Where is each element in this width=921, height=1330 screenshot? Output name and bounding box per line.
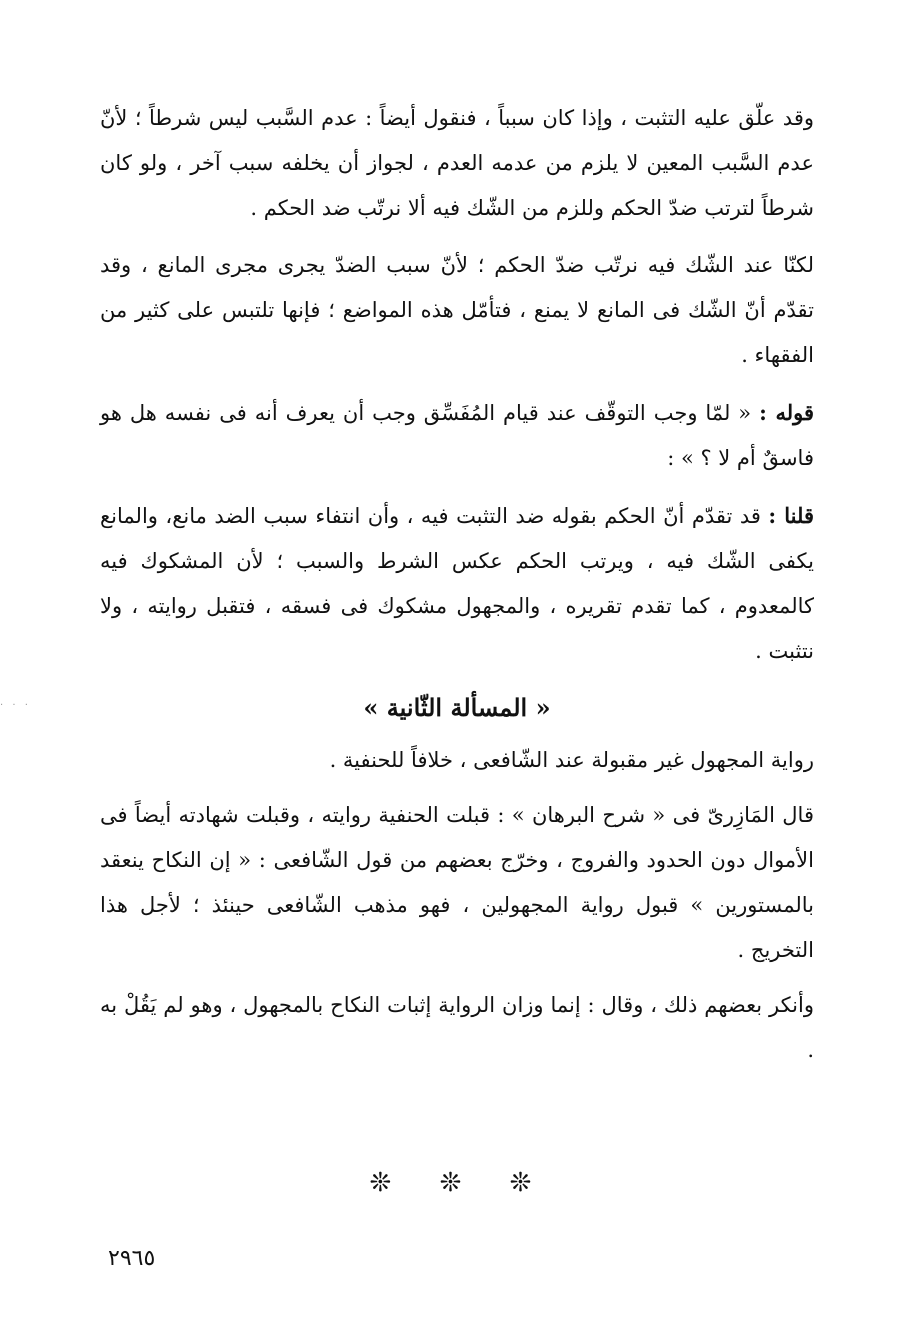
paragraph-6: قال المَازِرىّ فى « شرح البرهان » : قبلت الحنفية روايته ، وقبلت شهادته أيضاً فى الأموال دون الحدود والفروج ، وخرّج بعضهم من قول الشّافعى : « إن النكاح ينعقد بالمستورين » قبول رواية المجهولين ، فهو مذهب الشّافعى حينئذ ؛ لأجل هذا التخريج . <box>100 803 814 962</box>
paragraph-3 <box>100 390 814 481</box>
paragraph-2: لكنّا عند الشّك فيه نرتّب ضدّ الحكم ؛ لأنّ سبب الضدّ يجرى مجرى المانع ، وقد تقدّم أنّ الشّك فى المانع لا يمنع ، فتأمّل هذه المواضع ؛ فإنها تلتبس على كثير من الفقهاء . <box>100 253 814 367</box>
paragraph-4 <box>100 493 814 674</box>
paragraph-5: رواية المجهول غير مقبولة عند الشّافعى ، خلافاً للحنفية . <box>329 748 814 772</box>
margin-dots: · · · <box>0 700 31 711</box>
page-body <box>100 96 814 1073</box>
paragraph-1: وقد علّق عليه التثبت ، وإذا كان سبباً ، فنقول أيضاً : عدم السَّبب ليس شرطاً ؛ لأنّ عدم السَّبب المعين لا يلزم من عدمه العدم ، لجواز أن يخلفه سبب آخر ، ولو كان شرطاً لترتب ضدّ الحكم وللزم من الشّك فيه ألا نرتّب ضد الحكم . <box>100 106 814 220</box>
paragraph-7: وأنكر بعضهم ذلك ، وقال : إنما وزان الرواية إثبات النكاح بالمجهول ، وهو لم يَقُلْ به . <box>100 993 814 1062</box>
section-heading: « المسألة الثّانية » <box>363 693 551 722</box>
paragraph-3-lead: قوله : <box>759 400 815 425</box>
section-separator: ❊ ❊ ❊ <box>369 1168 552 1198</box>
page-number: ٢٩٦٥ <box>108 1246 156 1271</box>
paragraph-4-text: قد تقدّم أنّ الحكم بقوله ضد التثبت فيه ، وأن انتفاء سبب الضد مانع، والمانع يكفى الشّك فيه ، ويرتب الحكم عكس الشرط والسبب ؛ لأن المشكوك فيه كالمعدوم ، كما تقدم تقريره ، والمجهول مشكوك فى فسقه ، فتقبل روايته ، ولا نتثبت . <box>100 504 814 663</box>
paragraph-4-lead: قلنا : <box>768 503 814 528</box>
paragraph-3-text: « لمّا وجب التوقّف عند قيام المُفَسِّق وجب أن يعرف أنه فى نفسه هل هو فاسقٌ أم لا ؟ » : <box>100 401 814 470</box>
